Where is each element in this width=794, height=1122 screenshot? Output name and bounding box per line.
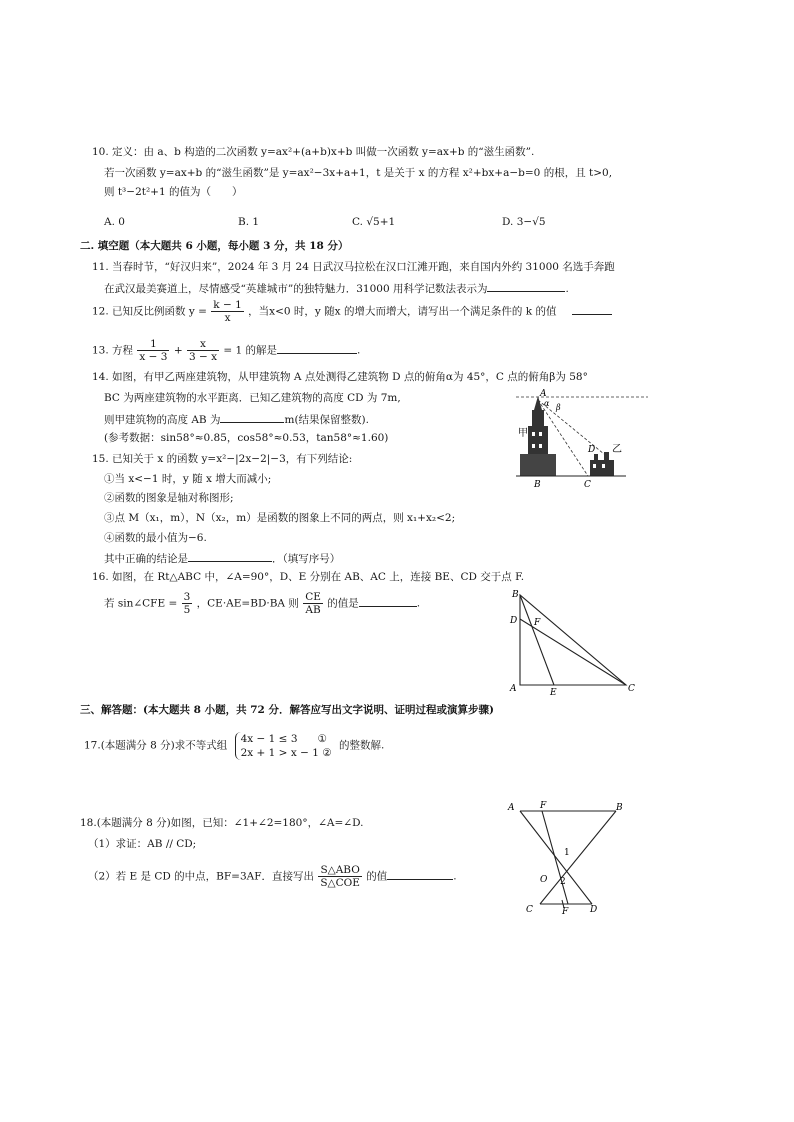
q13-pre: 13. 方程 [92,344,134,357]
q16-label-e: E [550,688,557,697]
q18-line2: （1）求证：AB // CD; [88,838,197,850]
q16-label-a: A [510,684,517,694]
q18-segment-bc [540,811,616,904]
q14-line3-pre: 则甲建筑物的高度 AB 为 [104,414,221,426]
q18-line3 [88,864,457,889]
q14-reference-data: (参考数据：sin58°≈0.85，cos58°≈0.53，tan58°≈1.60) [104,432,389,444]
q16-segment-cd [520,619,626,685]
q16-target-numerator: CE [305,591,321,603]
q16-line1: 16. 如图，在 Rt△ABC 中，∠A=90°，D、E 分别在 AB、AC 上，连接 BE、CD 交于点 F. [92,571,525,583]
q11-line1: 11. 当春时节，“好汉归来”，2024 年 3 月 24 日武汉马拉松在汉口江滩开跑，来自国内外约 31000 名选手奔跑 [92,261,615,273]
q13-end: . [357,344,361,357]
q16-triangle-abc [520,595,626,685]
q16-label-d: D [510,616,518,626]
q13-fraction-1 [137,338,169,363]
q16-end: . [416,597,421,610]
q12-fraction [211,299,244,324]
q15-conclusion-4: ④函数的最小值为−6. [104,532,207,544]
q14-label-yi: 乙 [612,444,622,455]
q16-label-c: C [628,684,635,694]
q14-figure [514,388,650,490]
q10-option-c: C. √5+1 [352,216,396,228]
q18-label-b: B [616,803,623,813]
q14-line3-post: m(结果保留整数). [284,414,369,426]
q15-conclusion-2: ②函数的图象是轴对称图形; [104,492,234,504]
q13-plus: + [173,344,183,357]
q18-line3-post: 的值 [366,870,388,883]
q18-label-f-bottom: F [562,907,569,917]
q16-target-fraction [303,591,323,616]
q18-ratio-denominator: S△COE [320,877,360,890]
q17-mark-1: ① [317,733,327,745]
q11-line2 [104,281,569,296]
section3-heading: 三、解答题：(本大题共 8 小题，共 72 分．解答应写出文字说明、证明过程或演算步骤) [80,704,494,716]
q12-fraction-denominator: x [224,312,231,325]
q16-post: 的值是 [327,597,359,610]
q11-text: 在武汉最美赛道上，尽情感受“英雄城市”的独特魅力．31000 用科学记数法表示为 [104,283,488,295]
q16-sine-numerator: 3 [183,591,191,603]
q18-line3-pre: （2）若 E 是 CD 的中点，BF=3AF．直接写出 [88,870,314,883]
q16-label-b: B [512,590,519,600]
q16-figure [502,585,642,697]
q14-label-beta: β [556,403,561,412]
q18-label-f: F [540,801,547,811]
q18-label-o: O [540,875,548,885]
q13-f1-numerator: 1 [137,338,169,351]
q17-inequality-1 [241,732,332,746]
q15-line6 [104,551,340,566]
q17-eq2: 2x + 1 > x − 1 [240,747,319,760]
q14-line2: BC 为两座建筑物的水平距离．已知乙建筑物的高度 CD 为 7m, [104,392,401,404]
q16-sine-fraction [182,591,193,616]
q16-sine-denominator: 5 [183,604,191,617]
q18-label-angle-1: 1 [564,848,570,858]
q16-mid: ，CE·AE=BD·BA 则 [196,597,299,610]
q15-answer-blank[interactable] [188,551,272,562]
q15-conclusion-3: ③点 M（x₁，m），N（x₂，m）是函数的图象上不同的两点，则 x₁+x₂<2; [104,512,456,524]
q18-label-angle-2: 2 [560,877,566,887]
q15-conclusion-1: ①当 x<−1 时，y 随 x 增大而减小; [104,473,272,485]
q10-option-a: A. 0 [104,216,125,228]
q18-line1: 18.(本题满分 8 分)如图，已知：∠1+∠2=180°，∠A=∠D. [80,817,364,829]
q14-label-d: D [588,445,596,455]
q12-post: ，当x<0 时，y 随x 的增大而增大，请写出一个满足条件的 k 的值 [248,305,557,318]
q18-ratio-numerator: S△ABO [318,864,362,877]
q18-area-ratio [318,864,362,889]
q11-end: . [565,283,569,295]
q12-fraction-numerator: k − 1 [213,299,242,311]
q18-segment-ad [520,811,592,904]
q13-f1-denominator: x − 3 [139,351,168,364]
q13-f2-denominator: 3 − x [188,351,218,364]
q14-label-alpha: α [544,399,550,408]
q16-target-denominator: AB [305,604,321,617]
q17-eq1: 4x − 1 ≤ 3 [240,733,298,745]
q17-post: 的整数解. [339,739,385,752]
q16-segment-be [520,595,554,685]
q10-option-b: B. 1 [238,216,260,228]
q17-inequality-system [235,732,332,760]
q14-answer-blank[interactable] [220,412,284,423]
q17-inequality-2 [241,746,332,760]
q14-label-jia: 甲 [518,428,528,439]
q10-line2: 若一次函数 y=ax+b 的“滋生函数”是 y=ax²−3x+a+1，t 是关于 x 的方程 x²+bx+a−b=0 的根，且 t>0, [104,167,613,179]
q16-line2 [104,591,420,616]
q18-label-c: C [526,905,533,915]
q15-line6-pre: 其中正确的结论是 [104,553,188,565]
q16-pre: 若 sin∠CFE = [104,597,178,610]
q14-label-a: A [540,389,547,399]
q10-line1: 10. 定义：由 a、b 构造的二次函数 y=ax²+(a+b)x+b 叫做一次函数 y=ax+b 的“滋生函数”. [92,146,535,158]
q10-option-d: D. 3−√5 [502,216,546,228]
q12-pre: 12. 已知反比例函数 y = [92,305,207,318]
q12-answer-blank[interactable] [572,304,612,315]
q18-answer-blank[interactable] [387,869,453,880]
q13-line [92,338,360,363]
q18-end: . [453,870,457,883]
q17-mark-2: ② [322,747,332,760]
q10-line3: 则 t³−2t²+1 的值为（ ） [104,186,243,198]
q13-fraction-2 [187,338,219,363]
q14-label-b: B [534,480,541,490]
building-yi [590,452,614,476]
section2-heading: 二. 填空题（本大题共 6 小题，每小题 3 分，共 18 分） [80,240,349,252]
q17-pre: 17.(本题满分 8 分)求不等式组 [84,739,228,752]
q12-line [92,299,612,324]
q13-answer-blank[interactable] [277,343,357,354]
q13-post: = 1 的解是 [223,344,278,357]
q16-answer-blank[interactable] [359,596,417,607]
q15-line6-post: ．（填写序号） [272,553,341,565]
q11-answer-blank[interactable] [487,281,565,292]
q18-label-d: D [590,905,598,915]
q15-line1: 15. 已知关于 x 的函数 y=x²−|2x−2|−3，有下列结论: [92,453,353,465]
q14-line3 [104,412,369,427]
q13-f2-numerator: x [187,338,219,351]
q14-line1: 14. 如图，有甲乙两座建筑物，从甲建筑物 A 点处测得乙建筑物 D 点的俯角α为 45°，C 点的俯角β为 58° [92,371,588,383]
q18-figure [504,800,638,918]
q17-line [84,732,384,760]
q14-label-c: C [584,480,591,490]
q16-label-f: F [534,618,541,628]
q18-label-a: A [508,803,515,813]
